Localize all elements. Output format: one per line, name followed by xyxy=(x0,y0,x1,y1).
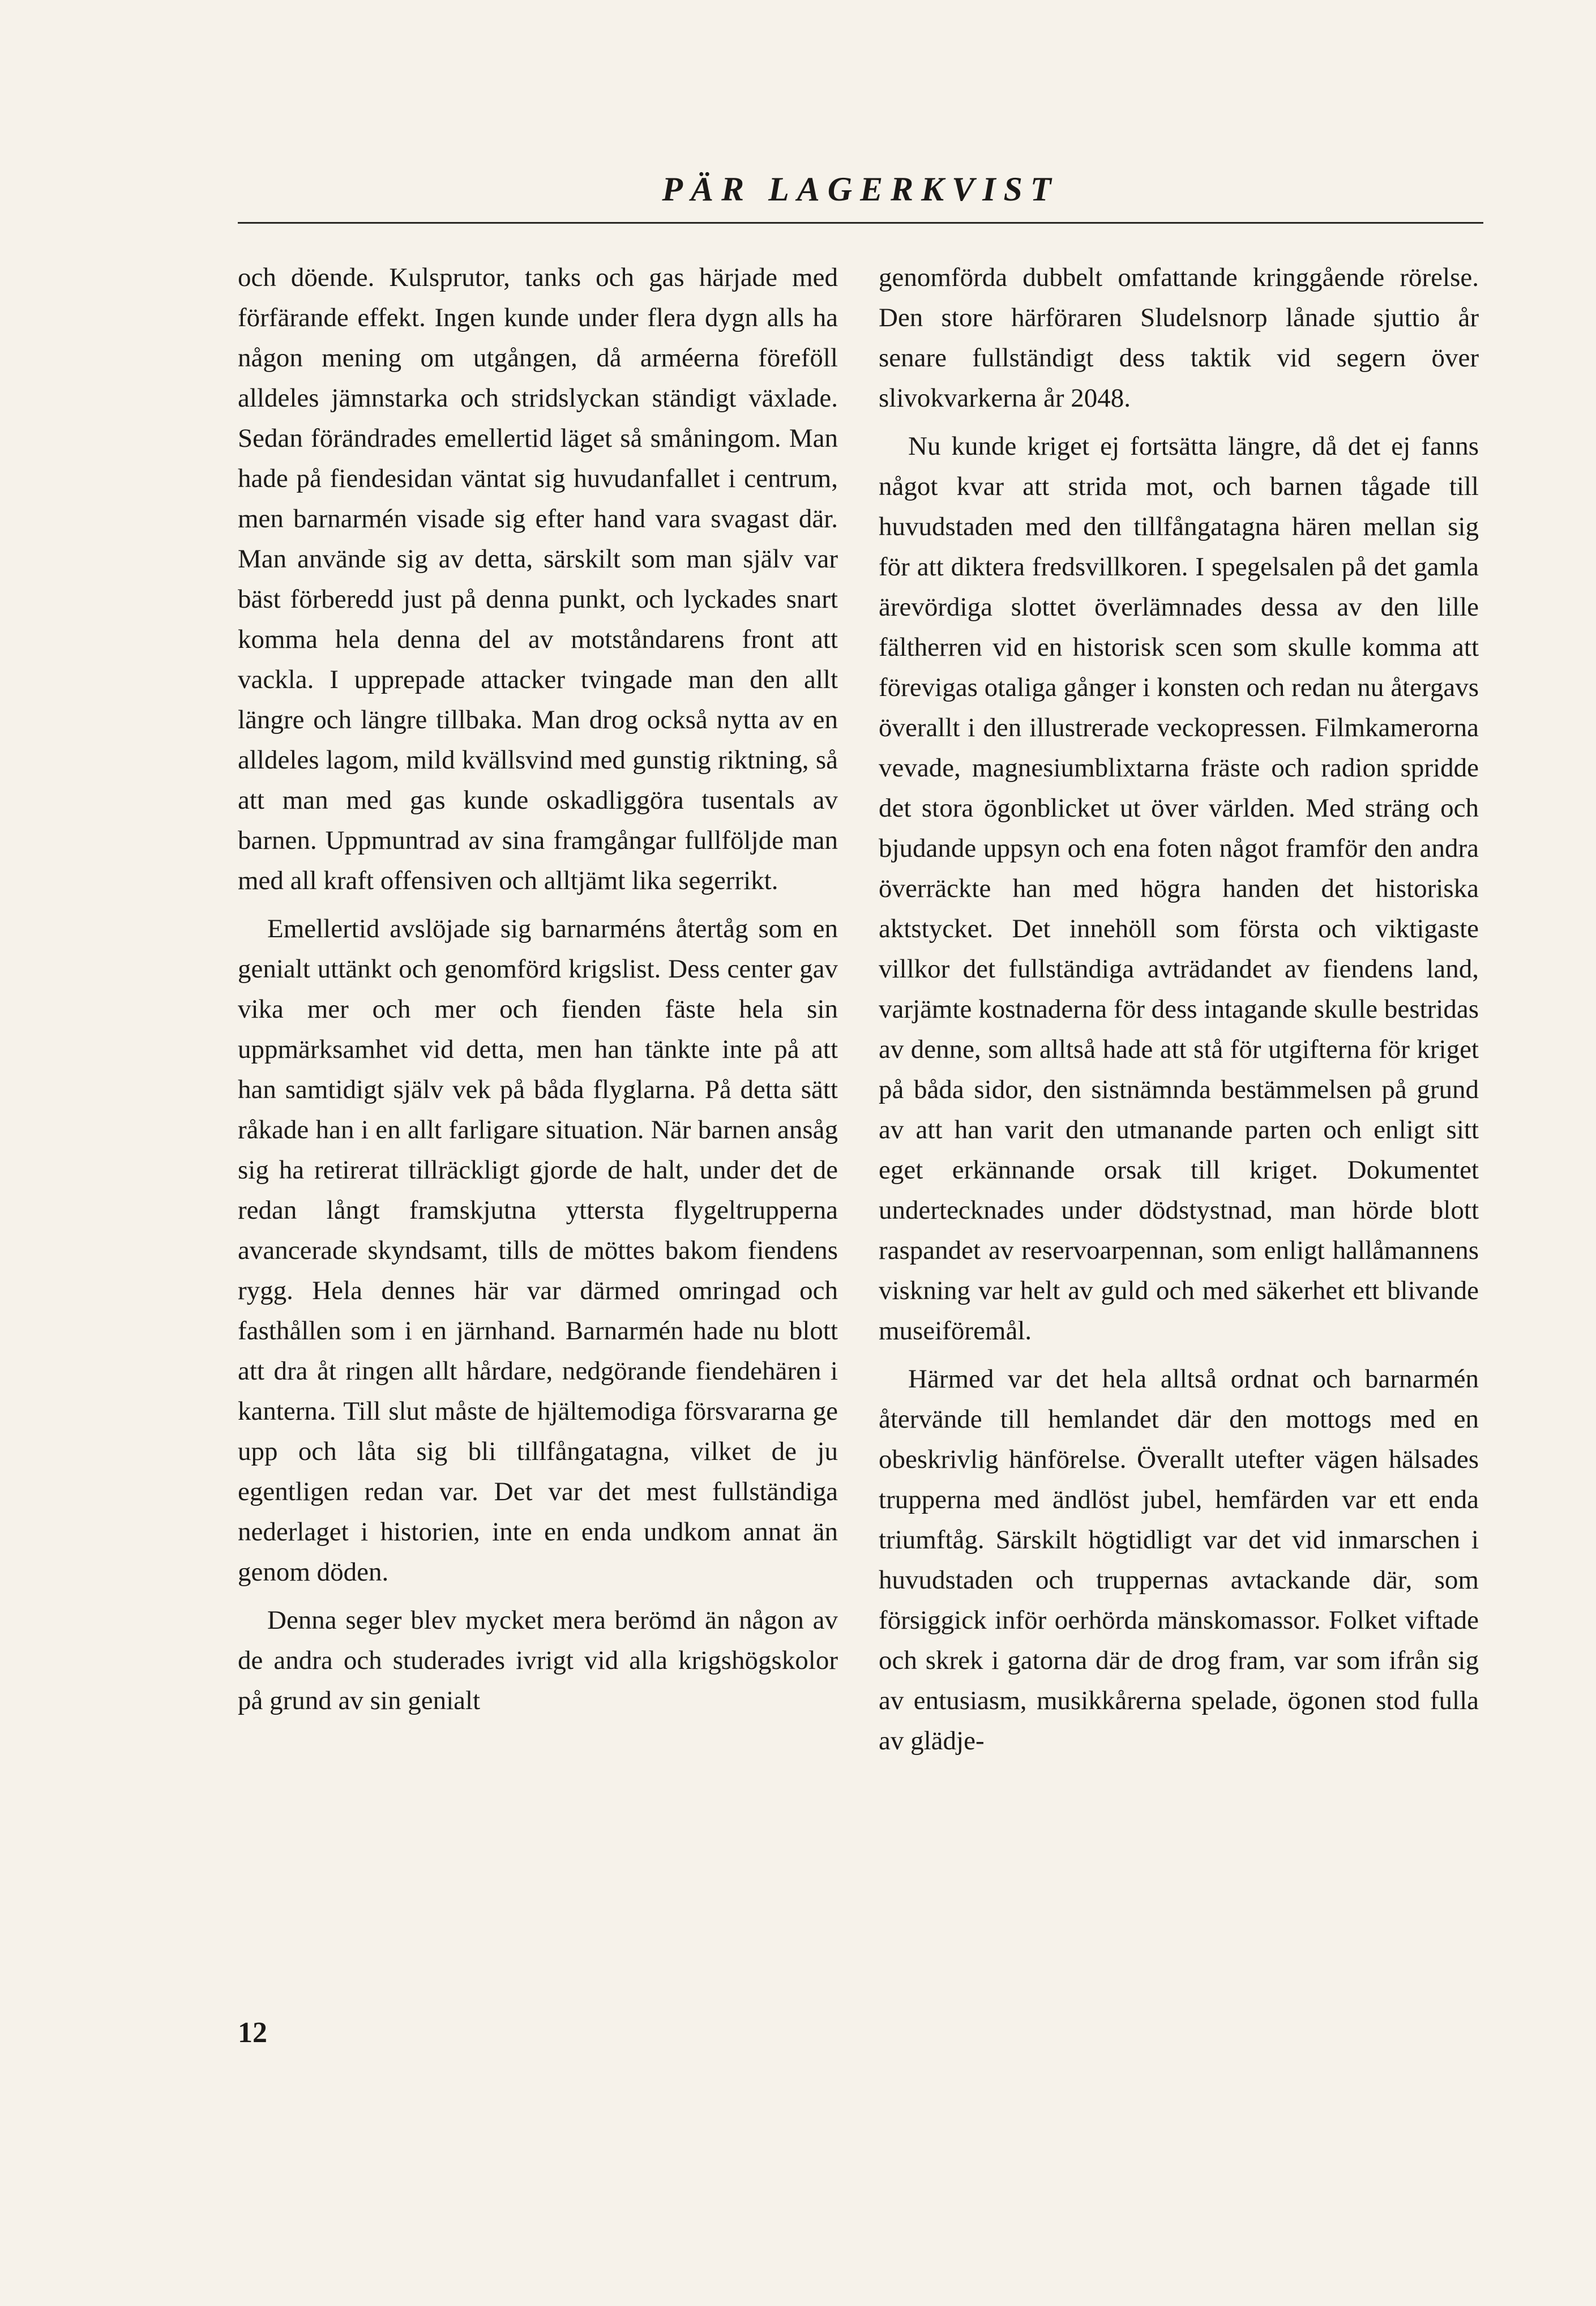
paragraph: Härmed var det hela alltså ordnat och barnarmén återvände till hemlandet där den mottogs med en obeskrivlig hänförelse. Överallt utefter vägen hälsades trupperna med ändlöst jubel, hemfärden var ett enda triumftåg. Särskilt högtidligt var det vid inmarschen i huvudstaden och truppernas avtackande där, som försiggick inför oerhörda mänskomassor. Folket viftade och skrek i gatorna där de drog fram, var som ifrån sig av entusiasm, musikkårerna spelade, ögonen stod fulla av glädje- xyxy=(879,1364,1479,1756)
paragraph: och döende. Kulsprutor, tanks och gas härjade med förfärande effekt. Ingen kunde under flera dygn alls ha någon mening om utgången, då arméerna föreföll alldeles jämnstarka och stridslyckan ständigt växlade. Sedan förändrades emellertid läget så småningom. Man hade på fiendesidan väntat sig huvudanfallet i centrum, men barnarmén visade sig efter hand vara svagast där. Man använde sig av detta, särskilt som man själv var bäst förberedd just på denna punkt, och lyckades snart komma hela denna del av motståndarens front att vackla. I upprepade attacker tvingade man den allt längre och längre tillbaka. Man drog också nytta av en alldeles lagom, mild kvällsvind med gunstig riktning, så att man med gas kunde oskadliggöra tusentals av barnen. Uppmuntrad av sina framgångar fullföljde man med all kraft offensiven och alltjämt lika segerrikt. xyxy=(238,263,838,895)
paragraph: Emellertid avslöjade sig barnarméns återtåg som en genialt uttänkt och genomförd krigslist. Dess center gav vika mer och mer och fienden fäste hela sin uppmärksamhet vid detta, men han tänkte inte på att han samtidigt själv vek på båda flyglarna. På detta sätt råkade han i en allt farligare situation. När barnen ansåg sig ha retirerat tillräckligt gjorde de halt, under det de redan långt framskjutna yttersta flygeltrupperna avancerade skyndsamt, tills de möttes bakom fiendens rygg. Hela dennes här var därmed omringad och fasthållen som i en järnhand. Barnarmén hade nu blott att dra åt ringen allt hårdare, nedgörande fiendehären i kanterna. Till slut måste de hjältemodiga försvararna ge upp och låta sig bli tillfångatagna, vilket de ju egentligen redan var. Det var det mest fullständiga nederlaget i historien, inte en enda undkom annat än genom döden. xyxy=(238,914,838,1587)
running-title: PÄR LAGERKVIST xyxy=(662,170,1059,208)
paragraph: Nu kunde kriget ej fortsätta längre, då det ej fanns något kvar att strida mot, och barnen tågade till huvudstaden med den tillfångatagna hären mellan sig för att diktera fredsvillkoren. I spegelsalen på det gamla ärevördiga slottet överlämnades dessa av den lille fältherren vid en historisk scen som skulle komma att förevigas otaliga gånger i konsten och redan nu återgavs överallt i den illustrerade veckopressen. Filmkamerorna vevade, magnesiumblixtarna fräste och radion spridde det stora ögonblicket ut över världen. Med sträng och bjudande uppsyn och ena foten något framför den andra överräckte han med högra handen det historiska aktstycket. Det innehöll som första och viktigaste villkor det fullständiga avträdandet av fiendens land, varjämte kostnaderna för dess intagande skulle bestridas av denne, som alltså hade att stå för utgifterna för kriget på båda sidor, den sistnämnda bestämmelsen på grund av att han varit den utmanande parten och enligt sitt eget erkännande orsak till kriget. Dokumentet undertecknades under dödstystnad, man hörde blott raspandet av reservoarpennan, som enligt hallåmannens viskning var helt av guld och med säkerhet ett blivande museiföremål. xyxy=(879,432,1479,1346)
header-rule xyxy=(238,222,1483,224)
page-number: 12 xyxy=(238,2017,267,2049)
paragraph: genomförda dubbelt omfattande kringgående rörelse. Den store härföraren Sludelsnorp lånade sjuttio år senare fullständigt dess taktik vid segern över slivokvarkerna år 2048. xyxy=(879,263,1479,413)
paragraph: Denna seger blev mycket mera berömd än någon av de andra och studerades ivrigt vid alla krigshögskolor på grund av sin genialt xyxy=(238,1605,838,1715)
right-column xyxy=(879,258,1479,1769)
left-column xyxy=(238,258,838,1729)
